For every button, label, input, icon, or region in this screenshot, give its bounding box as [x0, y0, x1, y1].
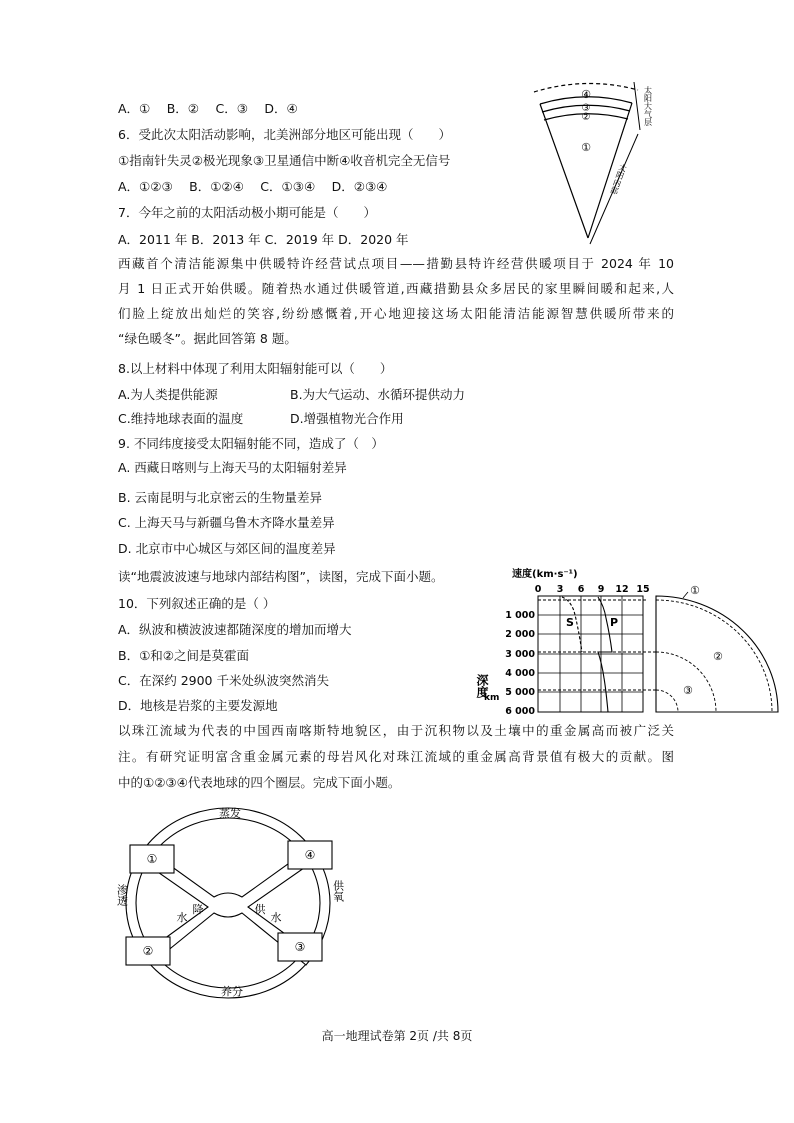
depth-tick-2000: 2 000: [505, 629, 535, 640]
sun-layer-3: ③: [581, 103, 591, 114]
sun-layer-4: ④: [581, 88, 591, 101]
label-center-right-a: 供: [254, 903, 266, 916]
label-evaporation: 蒸发: [219, 807, 241, 820]
depth-tick-4000: 4 000: [505, 668, 535, 679]
q8-option-d: D.增强植物光合作用: [290, 411, 404, 426]
q10-option-b: B．①和②之间是莫霍面: [118, 648, 249, 663]
q7-options: A．2011 年 B．2013 年 C．2019 年 D．2020 年: [118, 232, 409, 247]
seismic-layer-2: ②: [713, 650, 723, 663]
seismic-layer-1: ①: [690, 584, 700, 597]
sun-structure-diagram: [520, 78, 660, 248]
q6-items: ①指南针失灵②极光现象③卫星通信中断④收音机完全无信号: [118, 153, 451, 168]
material1-line-3: 们脸上绽放出灿烂的笑容,纷纷感慨着,开心地迎接这场太阳能清洁能源智慧供暖所带来的: [118, 306, 674, 321]
label-nutrients: 养分: [221, 985, 243, 998]
q10-option-d: D．地核是岩浆的主要发源地: [118, 698, 278, 713]
material2-line-3: 中的①②③④代表地球的四个圈层。完成下面小题。: [118, 775, 401, 790]
q10-intro: 读“地震波波速与地球内部结构图”，读图，完成下面小题。: [118, 569, 444, 584]
q8-option-a: A.为人类提供能源: [118, 387, 218, 402]
speed-tick-9: 9: [597, 584, 605, 595]
q9-option-b: B. 云南昆明与北京密云的生物量差异: [118, 490, 323, 505]
speed-tick-12: 12: [615, 584, 629, 595]
sphere-box-2: ②: [142, 944, 154, 958]
speed-tick-6: 6: [577, 584, 585, 595]
material1-line-1: 西藏首个清洁能源集中供暖特许经营试点项目——措勤县特许经营供暖项目于 2024 年 10: [118, 256, 674, 271]
p-wave-label: P: [610, 616, 619, 629]
label-center-right-b: 水: [270, 911, 282, 924]
q7-stem: 7．今年之前的太阳活动极小期可能是（ ）: [118, 205, 376, 220]
depth-axis-label: 深度: [475, 674, 489, 698]
s-wave-label: S: [566, 616, 574, 629]
label-center-left-b: 降: [192, 903, 204, 916]
depth-tick-5000: 5 000: [505, 687, 535, 698]
q9-stem: 9. 不同纬度接受太阳辐射能不同，造成了（ ）: [118, 436, 384, 451]
q10-option-a: A．纵波和横波波速都随深度的增加而增大: [118, 622, 352, 637]
material2-line-2: 注。有研究证明富含重金属元素的母岩风化对珠江流域的重金属高背景值有极大的贡献。图: [118, 749, 674, 764]
sun-layer-2: ②: [581, 112, 591, 123]
depth-tick-6000: 6 000: [505, 706, 535, 717]
sun-interior-label: 太阳内部: [608, 162, 629, 196]
q10-stem: 10．下列叙述正确的是（ ）: [118, 596, 276, 611]
material1-line-2: 月 1 日正式开始供暖。随着热水通过供暖管道,西藏措勤县众多居民的家里瞬间暖和起来,人: [118, 281, 674, 296]
q8-option-b: B.为大气运动、水循环提供动力: [290, 387, 466, 402]
depth-tick-1000: 1 000: [505, 610, 535, 621]
material2-line-1: 以珠江流域为代表的中国西南喀斯特地貌区，由于沉积物以及土壤中的重金属高而被广泛关: [118, 723, 674, 738]
material1-line-4: “绿色暖冬”。据此回答第 8 题。: [118, 331, 297, 346]
q10-option-c: C．在深约 2900 千米处纵波突然消失: [118, 673, 329, 688]
page-footer: 高一地理试卷第 2页 /共 8页: [321, 1029, 473, 1043]
seismic-layer-3: ③: [683, 684, 693, 697]
sun-layer-1: ①: [581, 141, 591, 154]
depth-axis-unit: km: [484, 693, 500, 703]
q8-option-c: C.维持地球表面的温度: [118, 411, 244, 426]
sphere-box-1: ①: [146, 852, 158, 866]
depth-tick-3000: 3 000: [505, 649, 535, 660]
speed-tick-3: 3: [556, 584, 564, 595]
label-infiltration: 渗透: [115, 884, 129, 906]
q9-option-a: A. 西藏日喀则与上海天马的太阳辐射差异: [118, 460, 347, 475]
label-oxygen: 供氧: [331, 880, 345, 902]
speed-axis-label: 速度(km·s⁻¹): [512, 569, 578, 580]
q6-options: A．①②③ B．①②④ C．①③④ D．②③④: [118, 179, 388, 194]
speed-tick-0: 0: [534, 584, 542, 595]
sphere-box-4: ④: [304, 848, 316, 862]
earth-spheres-diagram: [110, 803, 350, 1003]
sphere-box-3: ③: [294, 940, 306, 954]
speed-tick-15: 15: [636, 584, 650, 595]
sun-atmosphere-label: 太阳大气层: [643, 86, 653, 126]
q6-stem: 6．受此次太阳活动影响，北美洲部分地区可能出现（ ）: [118, 127, 451, 142]
q5-options: A．① B．② C．③ D．④: [118, 101, 298, 116]
q9-option-c: C. 上海天马与新疆乌鲁木齐降水量差异: [118, 515, 335, 530]
seismic-wave-diagram: [475, 566, 784, 717]
q8-stem: 8.以上材料中体现了利用太阳辐射能可以（ ）: [118, 361, 393, 376]
label-center-left-a: 水: [176, 911, 188, 924]
q9-option-d: D. 北京市中心城区与郊区间的温度差异: [118, 541, 336, 556]
